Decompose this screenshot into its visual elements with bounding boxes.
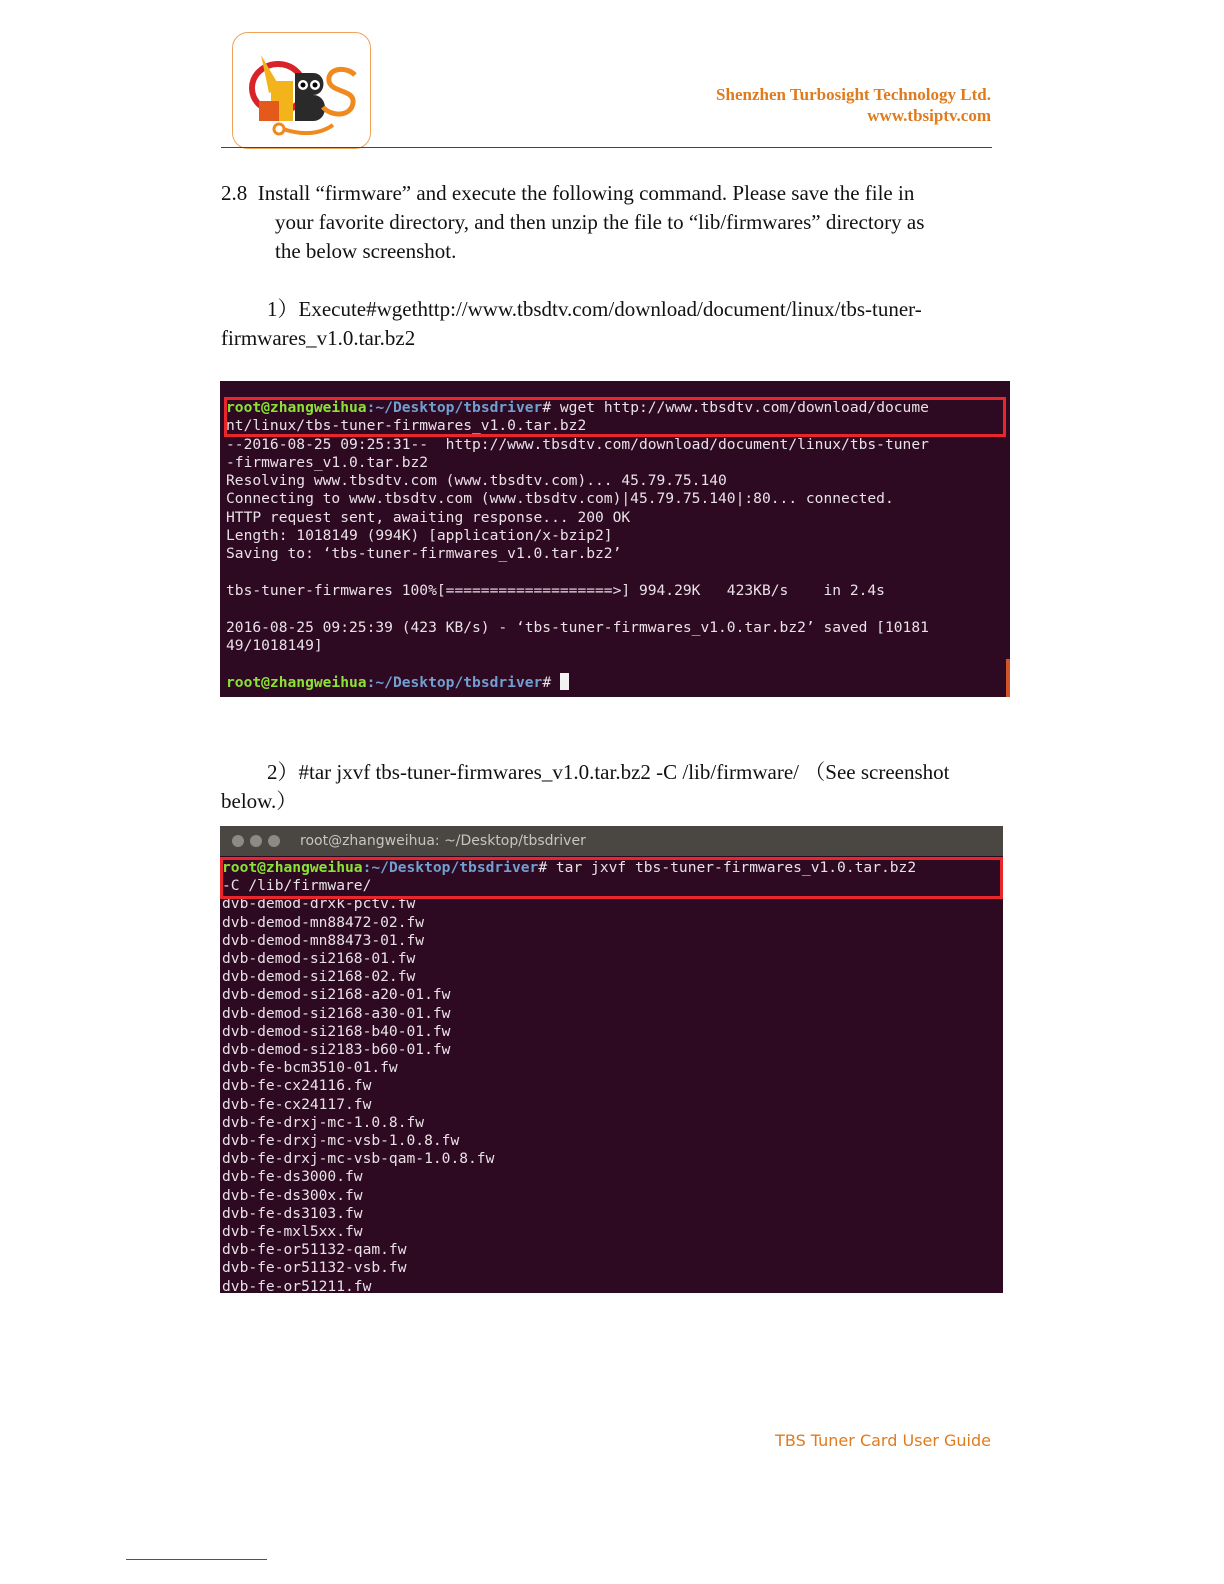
firmware-file-item: dvb-fe-ds3103.fw xyxy=(222,1204,363,1222)
final-prompt-user: root@zhangweihua xyxy=(226,674,367,692)
terminal-tar-screenshot xyxy=(220,826,1003,1293)
firmware-file-item: dvb-fe-drxj-mc-vsb-qam-1.0.8.fw xyxy=(222,1150,495,1168)
step-2-line1: 2）#tar jxvf tbs-tuner-firmwares_v1.0.tar.bz2 -C /lib/firmware/ （See screenshot xyxy=(267,760,950,784)
footnote-rule xyxy=(126,1559,267,1560)
terminal-output-line: 2016-08-25 09:25:39 (423 KB/s) - ‘tbs-tuner-firmwares_v1.0.tar.bz2’ saved [10181 xyxy=(226,618,929,636)
header-divider xyxy=(221,147,992,148)
firmware-file-item: dvb-fe-or51132-vsb.fw xyxy=(222,1259,407,1277)
tar-command-cont: -C /lib/firmware/ xyxy=(222,877,372,895)
footer-guide-title: TBS Tuner Card User Guide xyxy=(775,1431,991,1450)
section-text-line2: your favorite directory, and then unzip the file to “lib/firmwares” directory as xyxy=(275,210,925,234)
firmware-file-item: dvb-demod-si2183-b60-01.fw xyxy=(222,1041,451,1059)
firmware-file-item: dvb-demod-si2168-a30-01.fw xyxy=(222,1004,451,1022)
terminal-output-line: 49/1018149] xyxy=(226,636,323,654)
wget-output xyxy=(226,436,929,654)
step-1-line1: 1）Execute#wgethttp://www.tbsdtv.com/download/document/linux/tbs-tuner- xyxy=(267,297,922,321)
firmware-file-item: dvb-demod-si2168-02.fw xyxy=(222,968,416,986)
section-paragraph xyxy=(221,179,994,266)
scrollbar-edge xyxy=(1006,659,1010,697)
firmware-file-item: dvb-demod-mn88472-02.fw xyxy=(222,913,425,931)
command-highlight-box-2 xyxy=(220,857,1003,899)
firmware-file-item: dvb-demod-si2168-b40-01.fw xyxy=(222,1022,451,1040)
company-header xyxy=(716,84,991,126)
firmware-file-item: dvb-demod-drxk-pctv.fw xyxy=(222,895,416,913)
close-dot-icon xyxy=(232,835,244,847)
firmware-file-item: dvb-fe-drxj-mc-1.0.8.fw xyxy=(222,1113,425,1131)
company-website: www.tbsiptv.com xyxy=(867,106,991,125)
minimize-dot-icon xyxy=(250,835,262,847)
final-prompt-symbol: # xyxy=(542,674,560,692)
terminal-cursor xyxy=(560,673,569,690)
terminal-output-line: tbs-tuner-firmwares 100%[===================>] 994.29K 423KB/s in 2.4s xyxy=(226,581,885,599)
prompt-user: root@zhangweihua xyxy=(226,399,367,416)
terminal-output-line: -firmwares_v1.0.tar.bz2 xyxy=(226,453,429,471)
prompt2-user: root@zhangweihua xyxy=(222,859,363,876)
firmware-file-item: dvb-fe-bcm3510-01.fw xyxy=(222,1059,398,1077)
terminal-output-line: Saving to: ‘tbs-tuner-firmwares_v1.0.tar.bz2’ xyxy=(226,545,622,563)
firmware-file-item: dvb-fe-or51211.fw xyxy=(222,1277,372,1293)
company-name: Shenzhen Turbosight Technology Ltd. xyxy=(716,85,991,104)
firmware-file-item: dvb-demod-si2168-a20-01.fw xyxy=(222,986,451,1004)
terminal-wget-screenshot xyxy=(220,381,1010,697)
wget-command: # wget http://www.tbsdtv.com/download/docume xyxy=(542,399,929,416)
firmware-file-item: dvb-demod-mn88473-01.fw xyxy=(222,931,425,949)
section-text-line1: Install “firmware” and execute the following command. Please save the file in xyxy=(257,181,915,205)
firmware-file-item: dvb-fe-ds300x.fw xyxy=(222,1186,363,1204)
terminal-output-line: Connecting to www.tbsdtv.com (www.tbsdtv.com)|45.79.75.140|:80... connected. xyxy=(226,490,894,508)
firmware-file-item: dvb-fe-cx24117.fw xyxy=(222,1095,372,1113)
maximize-dot-icon xyxy=(268,835,280,847)
terminal-2-text xyxy=(220,856,1003,1293)
section-number: 2.8 xyxy=(221,181,248,205)
prompt2-path: :~/Desktop/tbsdriver xyxy=(362,859,539,876)
firmware-file-item: dvb-fe-drxj-mc-vsb-1.0.8.fw xyxy=(222,1132,460,1150)
terminal-output-line: Length: 1018149 (994K) [application/x-bzip2] xyxy=(226,527,613,545)
firmware-file-item: dvb-fe-or51132-qam.fw xyxy=(222,1241,407,1259)
final-prompt-path: :~/Desktop/tbsdriver xyxy=(366,674,543,692)
tar-command: # tar jxvf tbs-tuner-firmwares_v1.0.tar.bz2 xyxy=(538,859,917,876)
command-highlight-box xyxy=(224,397,1006,437)
file-list xyxy=(222,895,494,1293)
step-1 xyxy=(221,295,994,353)
terminal-titlebar xyxy=(220,826,1003,856)
terminal-output-line: Resolving www.tbsdtv.com (www.tbsdtv.com)... 45.79.75.140 xyxy=(226,472,727,490)
firmware-file-item: dvb-fe-mxl5xx.fw xyxy=(222,1223,363,1241)
terminal-output-line: HTTP request sent, awaiting response... 200 OK xyxy=(226,508,631,526)
step-2 xyxy=(221,758,994,816)
firmware-file-item: dvb-demod-si2168-01.fw xyxy=(222,950,416,968)
prompt-path: :~/Desktop/tbsdriver xyxy=(366,399,543,416)
terminal-title: root@zhangweihua: ~/Desktop/tbsdriver xyxy=(300,833,586,849)
section-text-line3: the below screenshot. xyxy=(275,239,457,263)
firmware-file-item: dvb-fe-ds3000.fw xyxy=(222,1168,363,1186)
step-2-line2: below.） xyxy=(221,789,298,813)
wget-command-cont: nt/linux/tbs-tuner-firmwares_v1.0.tar.bz2 xyxy=(226,417,587,435)
firmware-file-item: dvb-fe-cx24116.fw xyxy=(222,1077,372,1095)
step-1-line2: firmwares_v1.0.tar.bz2 xyxy=(221,326,416,350)
tbs-logo xyxy=(232,32,371,149)
terminal-output-line: --2016-08-25 09:25:31-- http://www.tbsdtv.com/download/document/linux/tbs-tuner xyxy=(226,435,929,453)
